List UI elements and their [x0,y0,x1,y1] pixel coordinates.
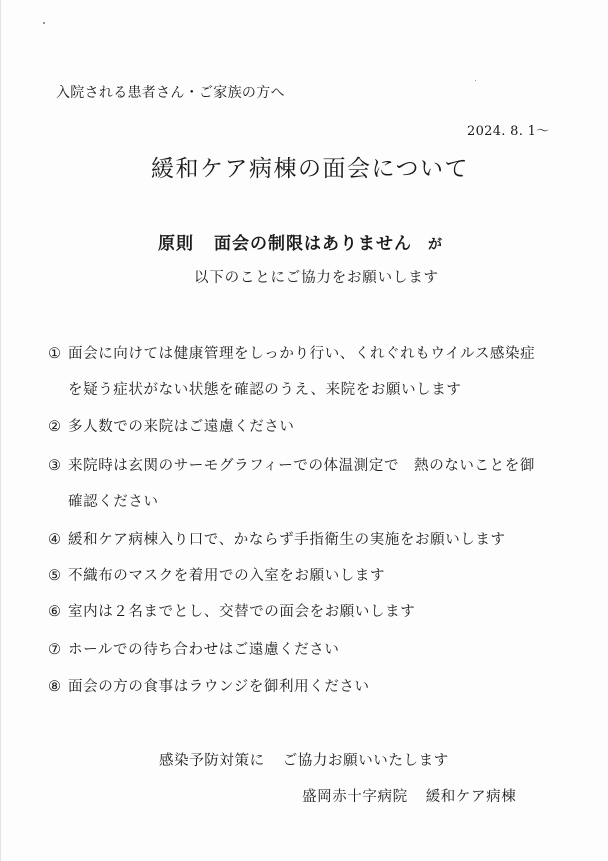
signature-line [302,785,516,806]
scan-speck [475,80,476,81]
item-text: ホールでの待ち合わせはご遠慮ください [68,642,340,658]
item-number: ⑤ [48,568,62,584]
scan-edge [0,0,1,861]
item-text: 緩和ケア病棟入り口で、かならず手指衛生の実施をお願いします [68,532,506,548]
list-item [48,638,340,659]
item-number: ① [48,346,62,362]
list-item [48,415,295,436]
request-line: 以下のことにご協力をお願いします [194,270,439,286]
closing-part-b: ご協力お願いいたします [282,753,449,769]
item-number: ⑦ [48,642,62,658]
signature-hospital: 盛岡赤十字病院 [302,789,408,805]
principle-suffix: が [428,237,443,253]
item-number: ③ [48,458,62,474]
addressee-line: 入院される患者さん・ご家族の方へ [56,85,285,101]
item-text: 面会の方の食事はラウンジを御利用ください [68,679,370,695]
effective-date: 2024. 8. 1～ [467,124,550,139]
item-text: 室内は２名までとし、交替での面会をお願いします [68,604,416,620]
list-item [48,675,370,696]
closing-line [159,749,449,770]
item-continuation: を疑う症状がない状態を確認のうえ、来院をお願いします [68,382,462,398]
principle-label: 原則 [158,234,194,254]
closing-part-a: 感染予防対策に [159,753,265,769]
item-number: ⑧ [48,679,62,695]
list-item [48,564,385,585]
item-number: ⑥ [48,604,62,620]
item-number: ④ [48,532,62,548]
page-title: 緩和ケア病棟の面会について [150,156,470,182]
item-continuation: 確認ください [68,494,159,510]
signature-ward: 緩和ケア病棟 [425,789,517,805]
item-text: 不織布のマスクを着用での入室をお願いします [68,568,386,584]
list-item [48,600,415,621]
item-number: ② [48,419,62,435]
item-text: 面会に向けては健康管理をしっかり行い、くれぐれもウイルス感染症 [68,346,536,362]
principle-line [158,229,443,254]
list-item [48,342,535,363]
list-item [48,454,535,475]
scan-speck [43,22,45,24]
principle-text: 面会の制限はありません [214,234,412,254]
item-text: 多人数での来院はご遠慮ください [68,419,295,435]
list-item [48,528,506,549]
item-text: 来院時は玄関のサーモグラフィーでの体温測定で 熱のないことを御 [68,458,535,474]
